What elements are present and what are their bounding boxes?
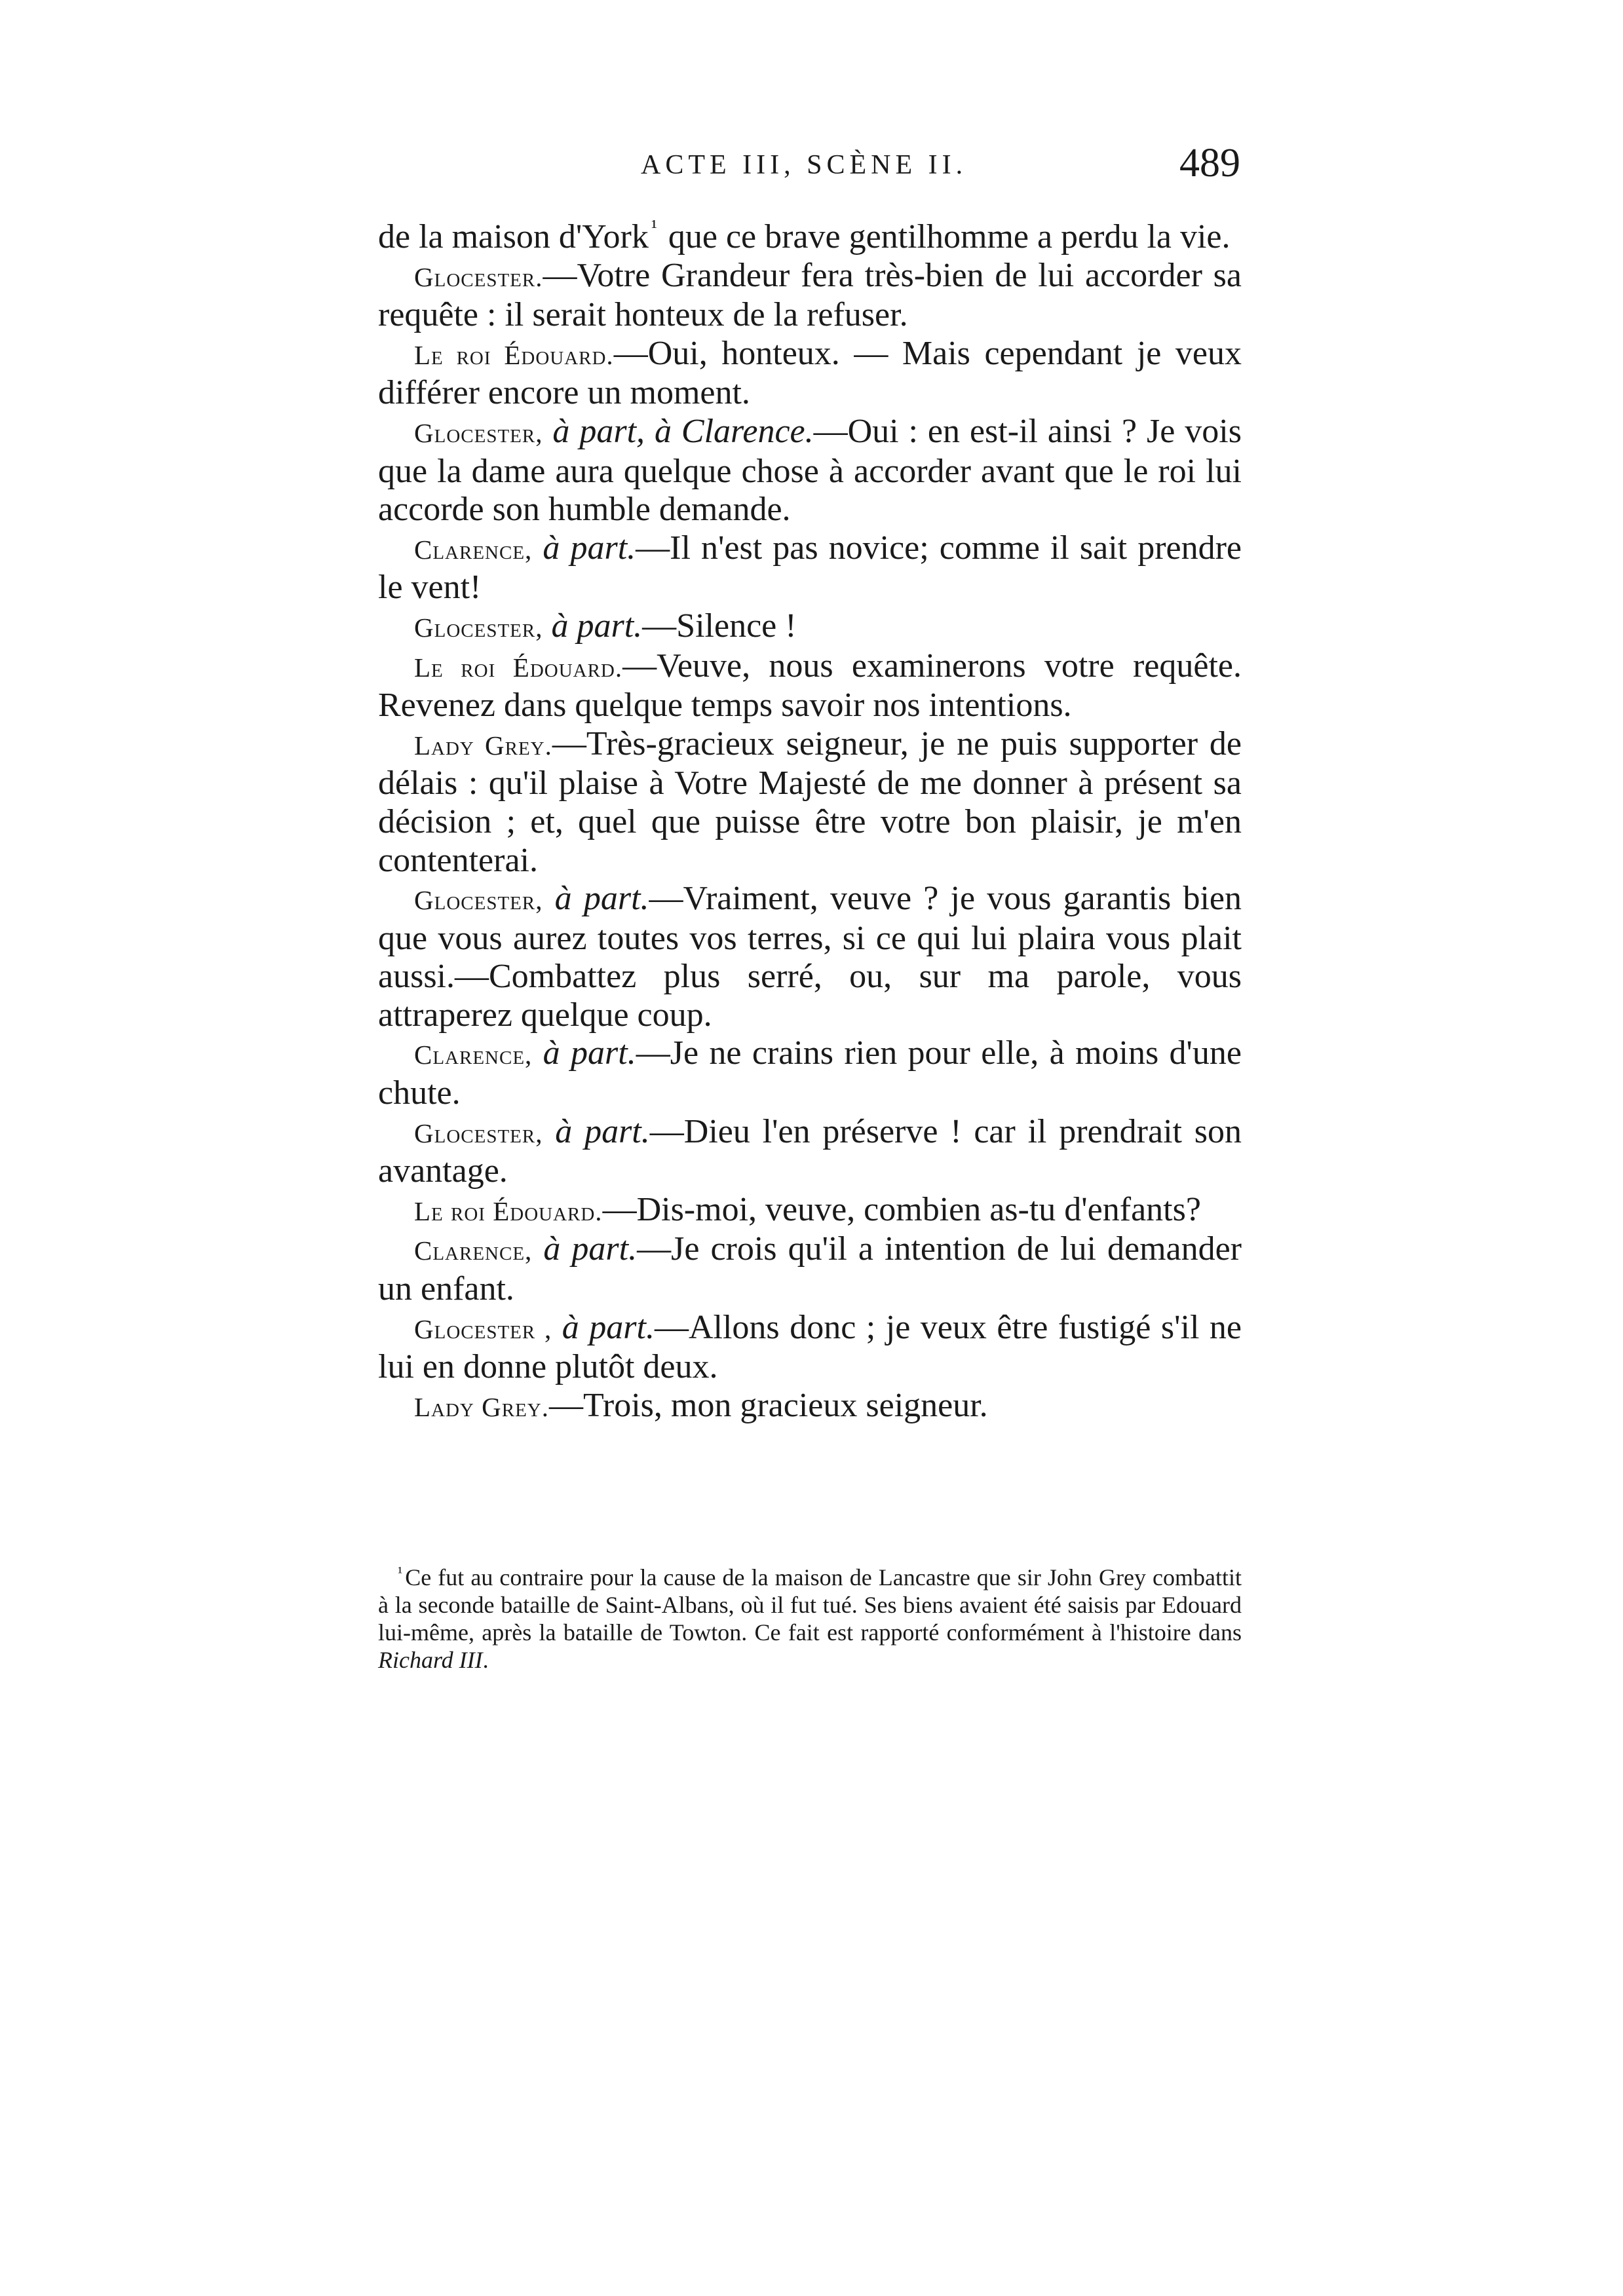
paragraph: [378, 335, 1242, 413]
paragraph: [378, 725, 1242, 880]
stage-direction: à part.: [552, 1308, 655, 1346]
paragraph: [378, 1191, 1242, 1231]
speech-text: —Très-gracieux seigneur, je ne puis supporter de délais : qu'il plaise à Votre Majesté de me donner à présent sa décision ; et, quel que puisse être votre bon plaisir, je m'en contenterai.: [378, 725, 1242, 879]
stage-direction: à part.: [532, 1230, 638, 1268]
paragraph: [378, 1113, 1242, 1191]
speaker-name: Glocester,: [414, 885, 543, 916]
speaker-name: Glocester,: [414, 1118, 543, 1148]
paragraph: [378, 1230, 1242, 1308]
footnote-text: Ce fut au contraire pour la cause de la maison de Lancastre que sir John Grey combattit à la seconde bataille de Saint-Albans, où il fut tué. Ses biens avaient été saisis par Edouard lui-même, après la bataille de Towton. Ce fait est rapporté conformément à l'histoire dans: [378, 1564, 1242, 1646]
paragraph: [378, 208, 1242, 257]
stage-direction: à part.: [532, 1034, 636, 1072]
page-number: 489: [1179, 141, 1240, 185]
stage-direction: à part, à Clarence.: [543, 412, 814, 450]
speech-text: —Oui, honteux. — Mais cependant je veux différer encore un moment.: [378, 334, 1242, 412]
paragraph: [378, 1387, 1242, 1427]
speaker-name: Glocester,: [414, 612, 543, 643]
speech-text: —Il n'est pas novice; comme il sait prendre le vent!: [378, 529, 1242, 607]
paragraph: [378, 1309, 1242, 1387]
speech-text: —Veuve, nous examinerons votre requête. Revenez dans quelque temps savoir nos intentions.: [378, 647, 1242, 725]
footnote: [378, 1559, 1242, 1674]
speaker-name: Le roi Édouard.: [414, 1195, 603, 1226]
paragraph: [378, 413, 1242, 529]
dialogue-text: [378, 208, 1242, 1426]
stage-direction: à part.: [543, 1112, 650, 1150]
speech-text: —Votre Grandeur fera très-bien de lui accorder sa requête : il serait honteux de la refuser.: [378, 256, 1242, 334]
footnote-marker: ¹: [398, 1564, 403, 1581]
speaker-name: Le roi Édouard.: [414, 652, 623, 683]
work-title: Richard III: [378, 1647, 483, 1673]
speaker-name: Lady Grey.: [414, 1391, 549, 1422]
paragraph: [378, 529, 1242, 607]
footnote-text: .: [482, 1647, 489, 1673]
speaker-name: Glocester ,: [414, 1313, 552, 1344]
paragraph: [378, 1034, 1242, 1112]
paragraph-text: que ce brave gentilhomme a perdu la vie.: [659, 218, 1231, 255]
stage-direction: à part.: [543, 880, 649, 918]
speaker-name: Clarence,: [414, 534, 533, 565]
paragraph: [378, 607, 1242, 647]
running-head: ACTE III, SCÈNE II.: [641, 150, 968, 180]
speech-text: —Trois, mon gracieux seigneur.: [548, 1386, 988, 1424]
speech-text: —Dieu l'en préserve ! car il prendrait son avantage.: [378, 1112, 1242, 1190]
paragraph: [378, 880, 1242, 1034]
speaker-name: Lady Grey.: [414, 730, 552, 761]
paragraph: [378, 647, 1242, 725]
speaker-name: Le roi Édouard.: [414, 339, 614, 370]
footnote-reference[interactable]: ¹: [651, 216, 657, 238]
footnotes: [378, 1559, 1242, 1674]
speech-text: —Je crois qu'il a intention de lui demander un enfant.: [378, 1230, 1242, 1308]
speaker-name: Clarence,: [414, 1235, 533, 1266]
speech-text: —Vraiment, veuve ? je vous garantis bien que vous aurez toutes vos terres, si ce qui lui plaira vous plait aussi.—Combattez plus serré, ou, sur ma parole, vous attraperez quelque coup.: [378, 880, 1242, 1034]
page-header: [641, 141, 1240, 202]
speech-text: —Je ne crains rien pour elle, à moins d'une chute.: [378, 1034, 1242, 1112]
speech-text: —Oui : en est-il ainsi ? Je vois que la dame aura quelque chose à accorder avant que le roi lui accorde son humble demande.: [378, 412, 1242, 529]
speech-text: —Silence !: [642, 607, 797, 645]
speaker-name: Clarence,: [414, 1040, 533, 1070]
speaker-name: Glocester,: [414, 417, 543, 448]
stage-direction: à part.: [543, 607, 643, 645]
speech-text: —Dis-moi, veuve, combien as-tu d'enfants?: [602, 1190, 1201, 1228]
paragraph: [378, 257, 1242, 335]
speaker-name: Glocester.: [414, 261, 543, 292]
speech-text: —Allons donc ; je veux être fustigé s'il ne lui en donne plutôt deux.: [378, 1308, 1242, 1386]
stage-direction: à part.: [532, 529, 636, 567]
paragraph-text: de la maison d'York: [378, 218, 649, 255]
